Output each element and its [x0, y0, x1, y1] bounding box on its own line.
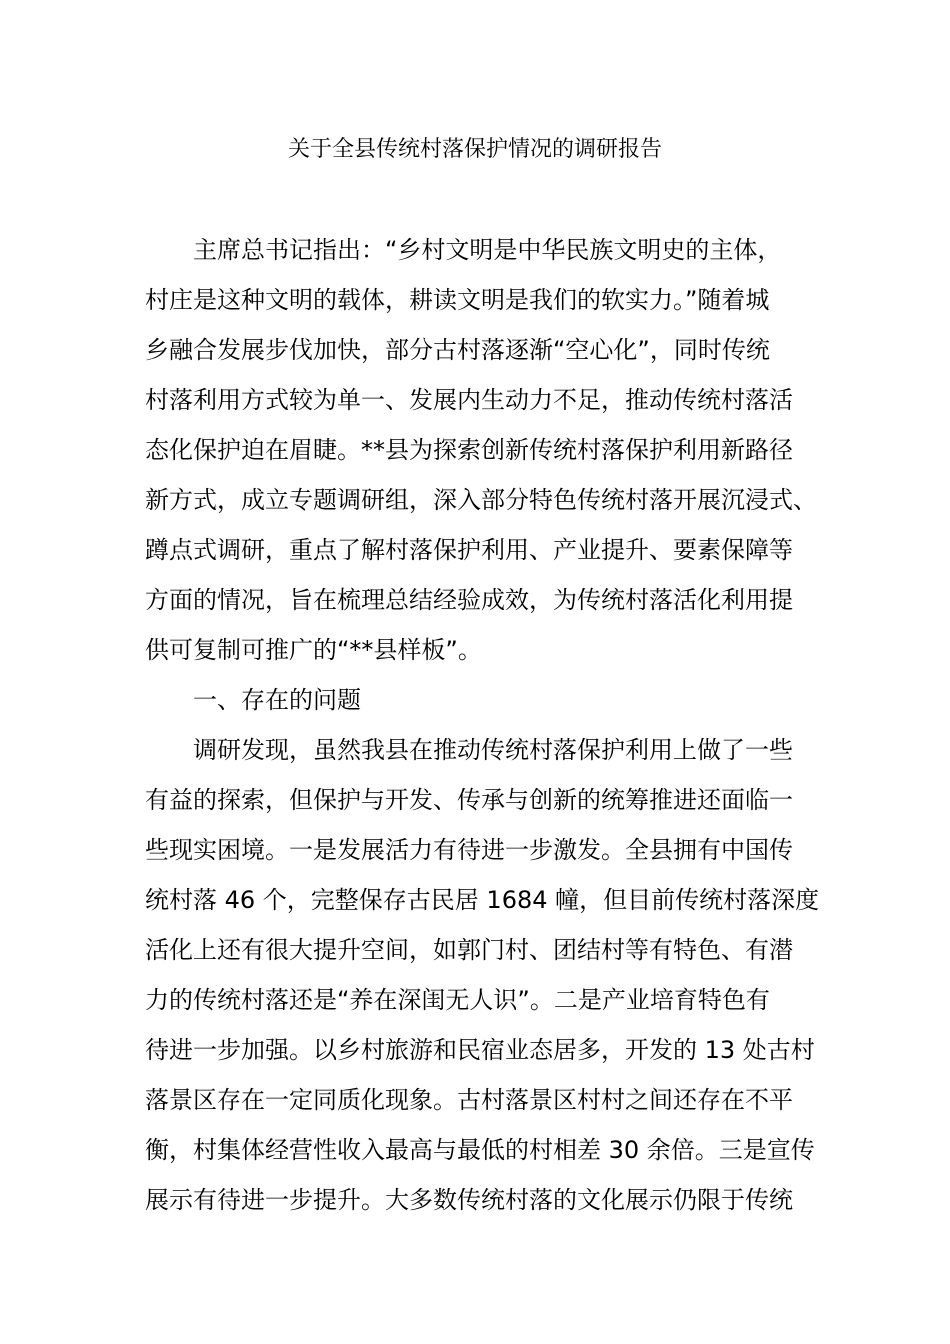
- paragraph-intro-line: 乡融合发展步伐加快，部分古村落逐渐“空心化”，同时传统: [145, 336, 770, 364]
- paragraph-problems-line: 展示有待进一步提升。大多数传统村落的文化展示仍限于传统: [145, 1186, 793, 1214]
- paragraph-problems-line: 调研发现，虽然我县在推动传统村落保护利用上做了一些: [193, 736, 793, 764]
- document-title: 关于全县传统村落保护情况的调研报告: [287, 137, 662, 162]
- paragraph-intro-line: 供可复制可推广的“**县样板”。: [145, 636, 482, 664]
- paragraph-problems-line: 些现实困境。一是发展活力有待进一步激发。全县拥有中国传: [145, 836, 793, 864]
- paragraph-problems-line: 待进一步加强。以乡村旅游和民宿业态居多，开发的 13 处古村: [145, 1036, 815, 1064]
- paragraph-problems-line: 衡，村集体经营性收入最高与最低的村相差 30 余倍。三是宣传: [145, 1136, 815, 1164]
- paragraph-intro-line: 村落利用方式较为单一、发展内生动力不足，推动传统村落活: [145, 386, 793, 414]
- paragraph-problems-line: 统村落 46 个，完整保存古民居 1684 幢，但目前传统村落深度: [145, 886, 820, 914]
- paragraph-intro-line: 态化保护迫在眉睫。**县为探索创新传统村落保护利用新路径: [145, 436, 793, 464]
- paragraph-problems-line: 有益的探索，但保护与开发、传承与创新的统筹推进还面临一: [145, 786, 793, 814]
- paragraph-intro-line: 主席总书记指出：“乡村文明是中华民族文明史的主体，: [193, 236, 782, 264]
- paragraph-problems-line: 力的传统村落还是“养在深闺无人识”。二是产业培育特色有: [145, 986, 770, 1014]
- section-heading: 一、存在的问题: [193, 686, 361, 714]
- paragraph-intro-line: 方面的情况，旨在梳理总结经验成效，为传统村落活化利用提: [145, 586, 793, 614]
- paragraph-problems-line: 落景区存在一定同质化现象。古村落景区村村之间还存在不平: [145, 1086, 793, 1114]
- paragraph-problems-line: 活化上还有很大提升空间，如郭门村、团结村等有特色、有潜: [145, 936, 793, 964]
- paragraph-intro-line: 村庄是这种文明的载体，耕读文明是我们的软实力。”随着城: [145, 286, 770, 314]
- paragraph-intro-line: 新方式，成立专题调研组，深入部分特色传统村落开展沉浸式、: [145, 486, 817, 514]
- paragraph-intro-line: 蹲点式调研，重点了解村落保护利用、产业提升、要素保障等: [145, 536, 793, 564]
